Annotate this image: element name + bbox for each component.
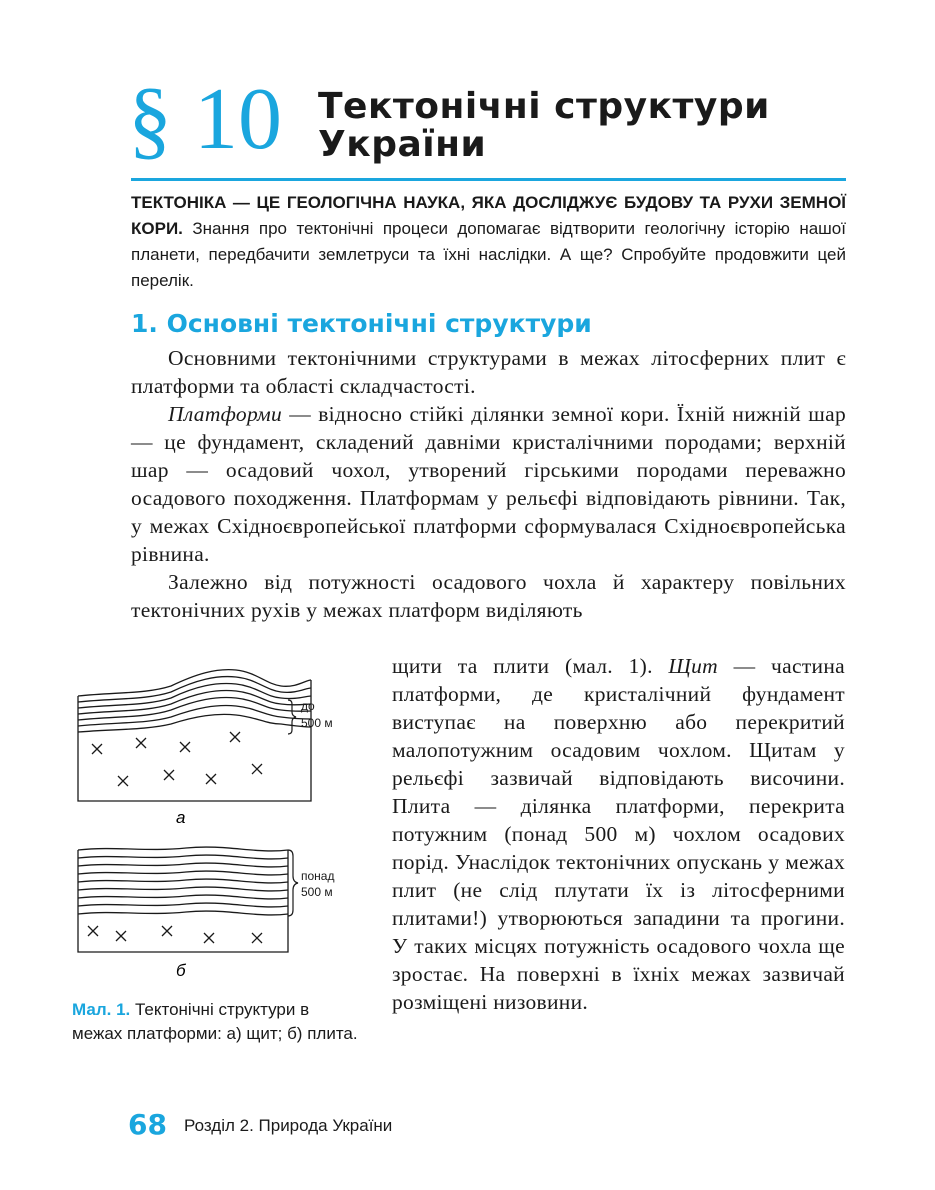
figure-letter-b: б xyxy=(176,961,186,980)
label-500m-b: 500 м xyxy=(301,885,333,899)
caption-text: Тектонічні структури в межах платформи: а) щит; б) плита. xyxy=(72,1000,358,1043)
sediment-layers xyxy=(78,670,311,732)
paragraph-3-cont-a: щити та плити (мал. 1). xyxy=(392,654,669,678)
term-shield: Щит xyxy=(668,654,718,678)
term-platforms: Платформи xyxy=(168,402,283,426)
figure-plate-diagram xyxy=(76,838,376,988)
intro-paragraph xyxy=(131,190,846,294)
label-500m-a: 500 м xyxy=(301,716,333,730)
section-heading: 1. Основні тектонічні структури xyxy=(131,309,592,338)
intro-bold: ТЕКТОНІКА — ЦЕ ГЕОЛОГІЧНА НАУКА, ЯКА ДОСЛІДЖУЄ БУДОВУ ТА РУХИ ЗЕМНОЇ КОРИ. xyxy=(131,193,846,238)
figure-caption xyxy=(72,998,362,1046)
label-up-to: до xyxy=(301,699,315,713)
paragraph-2 xyxy=(131,400,846,568)
page-title xyxy=(318,88,770,164)
section-number: § 10 xyxy=(128,71,282,168)
paragraph-3-cont-b: — частина платформи, де кристалічний фундамент виступає на поверхню або перекритий малопотужним осадовим чохлом. Щитам у рельєфі зазвичай відповідають височини. Плита — ділянка платформи, перекрита потужним (понад 500 м) чохлом осадових порід. Унаслідок тектонічних опускань у межах плит (не слід плутати їх із літосферними плитами!) утворюються западини та прогини. У таких місцях потужність осадового чохла ще зростає. На поверхні в їхніх межах зазвичай розміщені низовини. xyxy=(392,654,845,1014)
paragraph-3: Залежно від потужності осадового чохла й характеру повільних тектонічних рухів у межах платформ виділяють xyxy=(131,570,846,622)
figure-letter-a: а xyxy=(176,808,186,827)
title-line-2: України xyxy=(318,124,487,165)
label-over: понад xyxy=(301,869,335,883)
block-outline xyxy=(78,680,311,801)
intro-rest: Знання про тектонічні процеси допомагає відтворити геологічну історію нашої планети, передбачити землетруси та їхні наслідки. А ще? Спробуйте продовжити цей перелік. xyxy=(131,219,846,290)
caption-lead: Мал. 1. xyxy=(72,1000,131,1019)
crystalline-marks xyxy=(92,732,262,786)
title-rule xyxy=(131,178,846,181)
page-number: 68 xyxy=(128,1108,167,1141)
paragraph-1: Основними тектонічними структурами в межах літосферних плит є платформи та області складчастості. xyxy=(131,346,846,398)
crystalline-marks xyxy=(88,926,262,943)
figure-shield-diagram xyxy=(76,666,376,831)
body-text-right-column xyxy=(392,652,845,1016)
running-footer: Розділ 2. Природа України xyxy=(184,1116,393,1135)
thickness-brace xyxy=(288,850,298,916)
body-text-full-width xyxy=(131,344,846,624)
paragraph-2-rest: — відносно стійкі ділянки земної кори. Їхній нижній шар — це фундамент, складений давніми кристалічними породами; верхній шар — осадовий чохол, утворений гірськими породами переважно осадового походження. Платформам у рельєфі відповідають рівнини. Так, у межах Східноєвропейської платформи сформувалася Східноєвропейська рівнина. xyxy=(131,402,846,566)
title-line-1: Тектонічні структури xyxy=(318,86,770,127)
sediment-layers-thick xyxy=(78,847,288,915)
